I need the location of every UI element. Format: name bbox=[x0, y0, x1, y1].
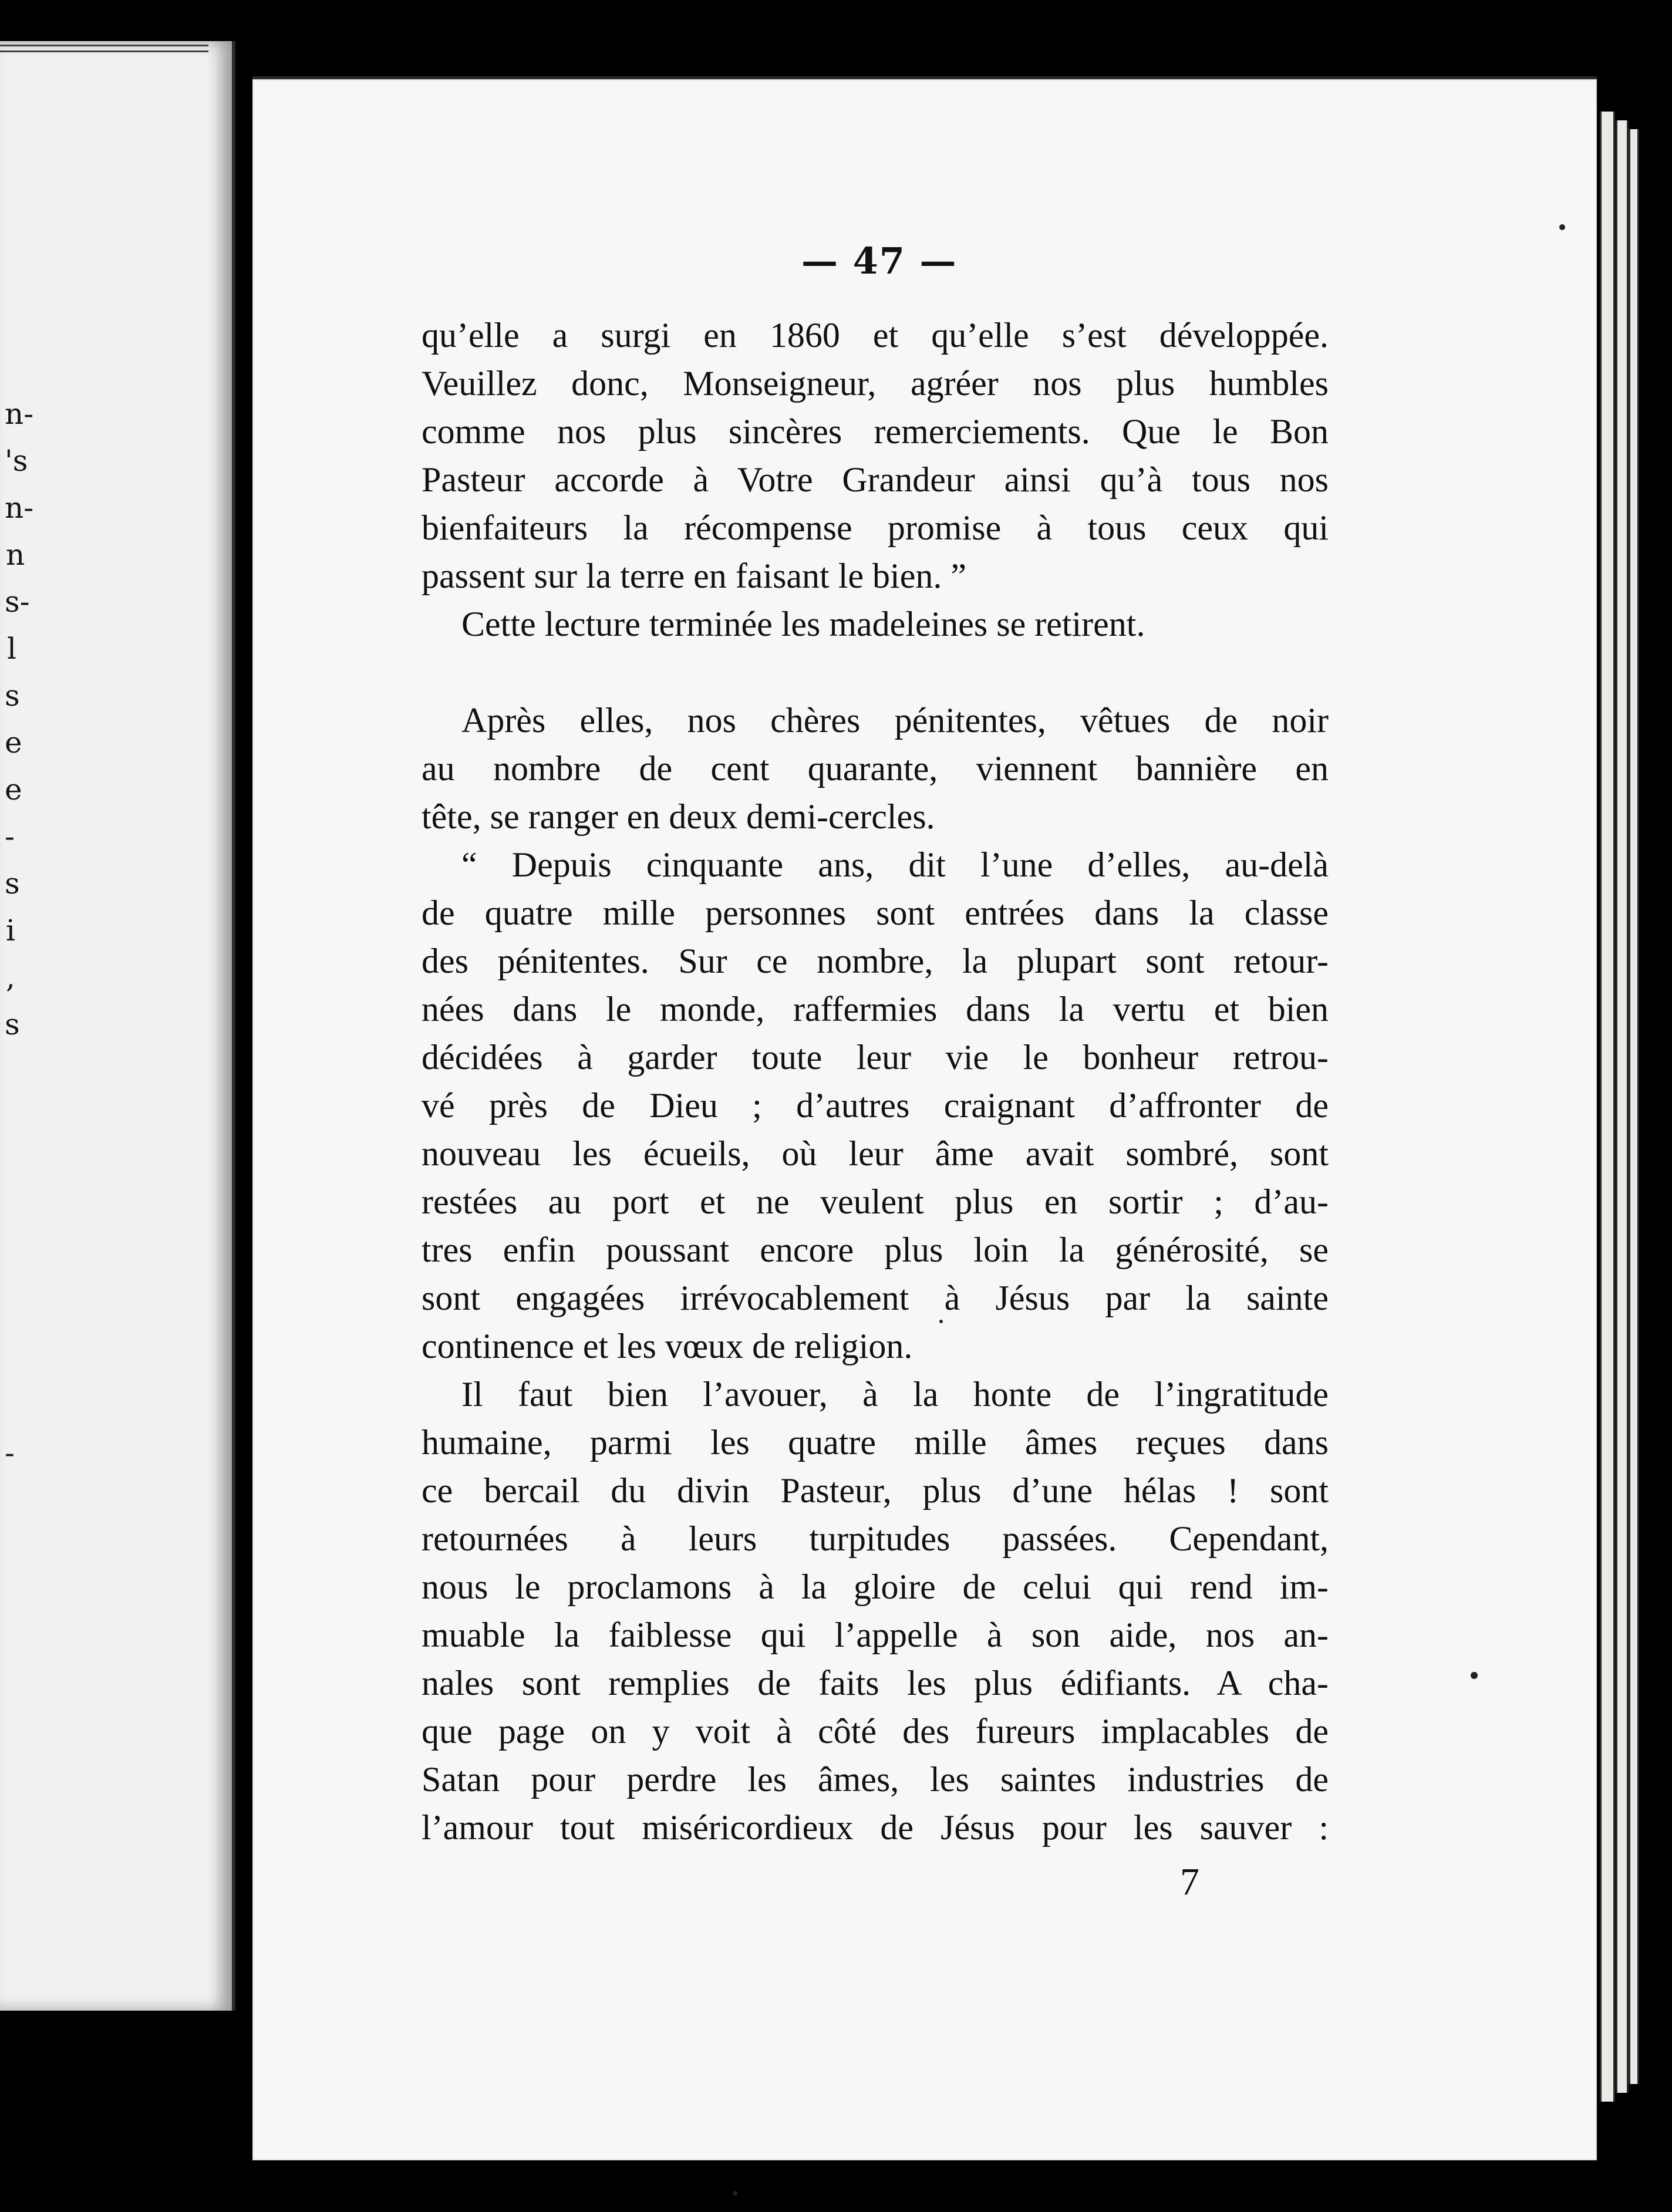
text-line: nées dans le monde, raffermies dans la vertu et bien bbox=[422, 990, 1329, 1029]
scan-speck bbox=[733, 2191, 737, 2196]
page-stack-edge bbox=[1600, 112, 1615, 2102]
text-line: que page on y voit à côté des fureurs implacables de bbox=[422, 1712, 1329, 1751]
text-line: continence et les vœux de religion. bbox=[422, 1327, 913, 1365]
previous-page-edge bbox=[0, 41, 235, 2011]
text-line: de quatre mille personnes sont entrées dans la classe bbox=[422, 893, 1329, 932]
text-fragment: e bbox=[5, 773, 22, 807]
text-line: passent sur la terre en faisant le bien. ” bbox=[422, 557, 966, 595]
previous-page-fragments bbox=[0, 41, 232, 2011]
page-stack-edge bbox=[1629, 129, 1639, 2084]
text-line: nous le proclamons à la gloire de celui qui rend im- bbox=[422, 1567, 1329, 1606]
scan-speck bbox=[1471, 1672, 1478, 1679]
text-line: comme nos plus sincères remerciements. Que le Bon bbox=[422, 412, 1329, 451]
text-fragment: i bbox=[6, 913, 15, 947]
page-number: — 47 — bbox=[801, 240, 958, 282]
text-line: Veuillez donc, Monseigneur, agréer nos plus humbles bbox=[422, 364, 1329, 403]
text-line: Satan pour perdre les âmes, les saintes industries de bbox=[422, 1760, 1329, 1799]
text-line: au nombre de cent quarante, viennent bannière en bbox=[422, 749, 1329, 788]
text-fragment: - bbox=[5, 820, 15, 854]
page-stack-edge bbox=[1616, 120, 1629, 2093]
text-fragment: s- bbox=[5, 585, 30, 619]
text-line: bienfaiteurs la récompense promise à tous ceux qui bbox=[422, 508, 1329, 547]
page-body bbox=[422, 311, 1329, 1852]
text-line: muable la faiblesse qui l’appelle à son aide, nos an- bbox=[422, 1616, 1329, 1654]
text-line: tête, se ranger en deux demi-cercles. bbox=[422, 797, 935, 836]
text-fragment: n- bbox=[5, 397, 34, 431]
text-line: nales sont remplies de faits les plus édifiants. A cha- bbox=[422, 1664, 1329, 1702]
text-line: vé près de Dieu ; d’autres craignant d’affronter de bbox=[422, 1086, 1329, 1125]
text-line: Cette lecture terminée les madeleines se retirent. bbox=[461, 605, 1145, 643]
text-line: décidées à garder toute leur vie le bonheur retrou- bbox=[422, 1038, 1329, 1077]
text-line: “ Depuis cinquante ans, dit l’une d’elles, au-delà bbox=[461, 845, 1329, 884]
text-line: nouveau les écueils, où leur âme avait sombré, sont bbox=[422, 1134, 1329, 1173]
text-line: humaine, parmi les quatre mille âmes reçues dans bbox=[422, 1423, 1329, 1462]
text-fragment: l bbox=[7, 632, 16, 666]
text-line: Il faut bien l’avouer, à la honte de l’ingratitude bbox=[461, 1375, 1329, 1414]
text-fragment: s bbox=[5, 1007, 20, 1041]
text-line: Pasteur accorde à Votre Grandeur ainsi qu’à tous nos bbox=[422, 460, 1329, 499]
text-fragment: 's bbox=[5, 444, 28, 478]
text-line: l’amour tout miséricordieux de Jésus pour les sauver : bbox=[422, 1808, 1329, 1847]
text-fragment: s bbox=[5, 866, 20, 901]
text-line: Après elles, nos chères pénitentes, vêtues de noir bbox=[461, 701, 1329, 740]
text-line: retournées à leurs turpitudes passées. Cependant, bbox=[422, 1519, 1329, 1558]
text-fragment: - bbox=[5, 1436, 15, 1470]
text-fragment: , bbox=[6, 960, 15, 994]
scan-speck bbox=[1559, 224, 1565, 230]
text-fragment: n bbox=[6, 538, 25, 572]
text-fragment: n- bbox=[5, 491, 34, 525]
text-line: ce bercail du divin Pasteur, plus d’une hélas ! sont bbox=[422, 1471, 1329, 1510]
text-line: restées au port et ne veulent plus en sortir ; d’au- bbox=[422, 1182, 1329, 1221]
text-line: des pénitentes. Sur ce nombre, la plupart sont retour- bbox=[422, 942, 1329, 980]
text-line: tres enfin poussant encore plus loin la générosité, se bbox=[422, 1230, 1329, 1269]
text-fragment: s bbox=[5, 679, 20, 713]
signature-mark: 7 bbox=[1180, 1860, 1199, 1903]
text-line: qu’elle a surgi en 1860 et qu’elle s’est développée. bbox=[422, 316, 1329, 355]
text-fragment: e bbox=[5, 726, 22, 760]
text-line: sont engagées irrévocablement à Jésus par la sainte bbox=[422, 1279, 1329, 1317]
